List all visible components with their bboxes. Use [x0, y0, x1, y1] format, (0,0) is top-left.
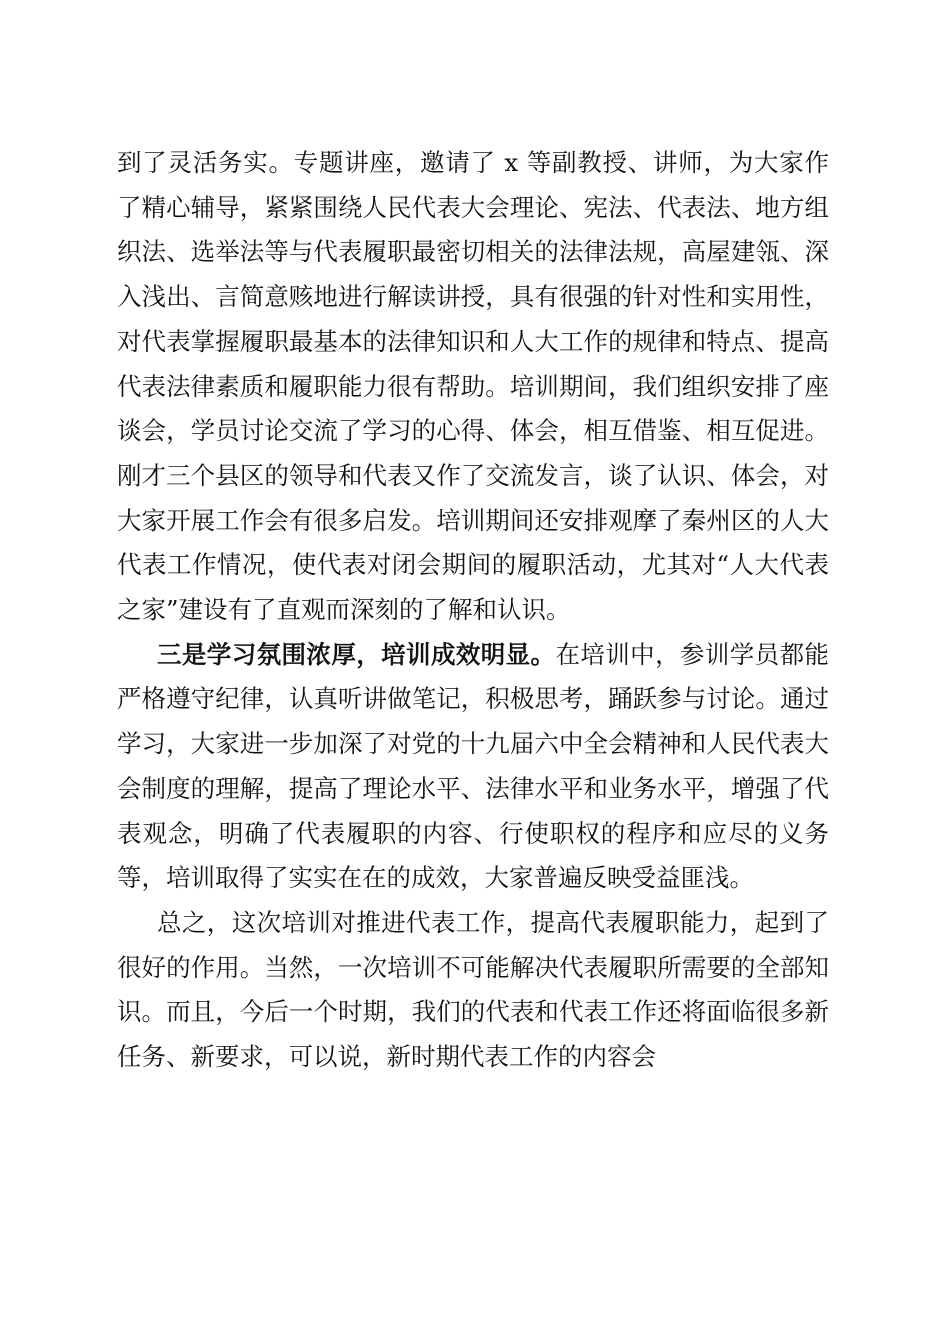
paragraph-heading: 三是学习氛围浓厚，培训成效明显。 [157, 639, 556, 669]
document-body [117, 141, 829, 1080]
paragraph-summary [117, 901, 829, 1080]
paragraph-continuation [117, 141, 829, 633]
paragraph-point-three [117, 633, 829, 901]
paragraph-text: 在培训中，参训学员都能严格遵守纪律，认真听讲做笔记，积极思考，踊跃参与讨论。通过学习，大家进一步加深了对党的十九届六中全会精神和人民代表大会制度的理解，提高了理论水平、法律水平和业务水平，增强了代表观念，明确了代表履职的内容、行使职权的程序和应尽的义务等，培训取得了实实在在的成效，大家普遍反映受益匪浅。 [117, 639, 830, 893]
paragraph-text: 到了灵活务实。专题讲座，邀请了 x 等副教授、讲师，为大家作了精心辅导，紧紧围绕人民代表大会理论、宪法、代表法、地方组织法、选举法等与代表履职最密切相关的法律法规，高屋建瓴、深入浅出、言简意赅地进行解读讲授，具有很强的针对性和实用性，对代表掌握履职最基本的法律知识和人大工作的规律和特点、提高代表法律素质和履职能力很有帮助。培训期间，我们组织安排了座谈会，学员讨论交流了学习的心得、体会，相互借鉴、相互促进。刚才三个县区的领导和代表又作了交流发言，谈了认识、体会，对大家开展工作会有很多启发。培训期间还安排观摩了秦州区的人大代表工作情况，使代表对闭会期间的履职活动，尤其对“人大代表之家”建设有了直观而深刻的了解和认识。 [117, 148, 829, 625]
paragraph-text: 总之，这次培训对推进代表工作，提高代表履职能力，起到了很好的作用。当然，一次培训不可能解决代表履职所需要的全部知识。而且，今后一个时期，我们的代表和代表工作还将面临很多新任务、新要求，可以说，新时期代表工作的内容会 [117, 907, 829, 1072]
